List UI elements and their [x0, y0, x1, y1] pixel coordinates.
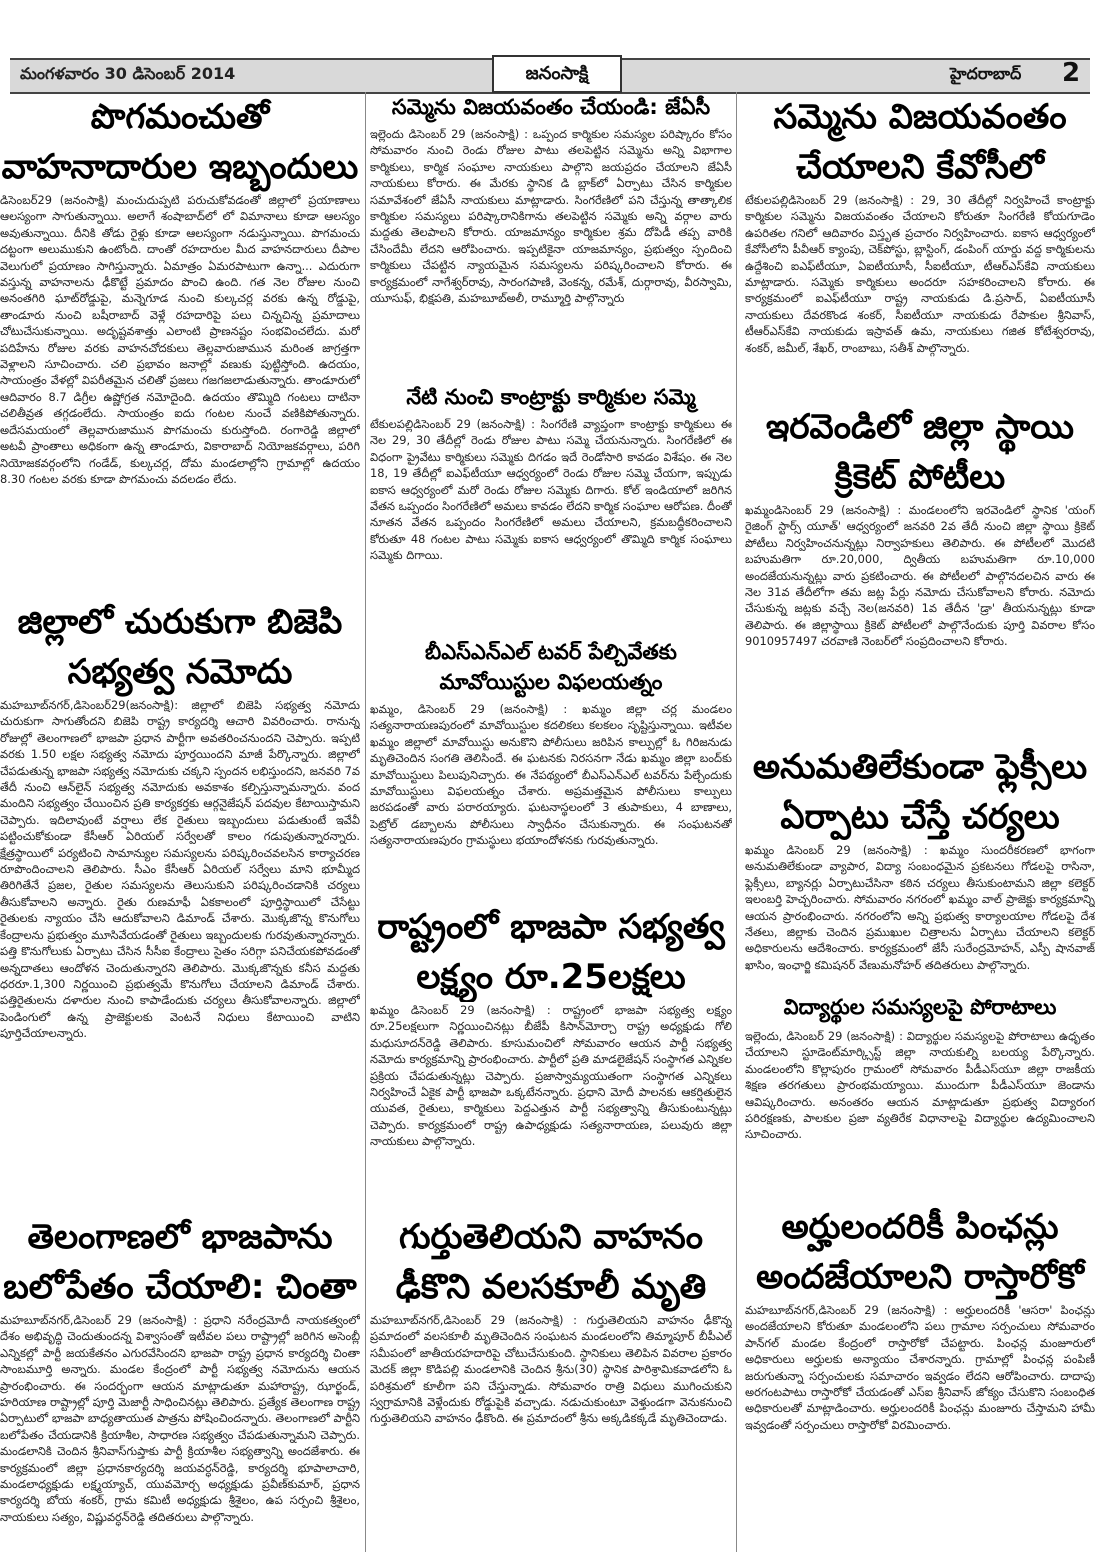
article-bjp-telangana — [0, 1212, 360, 1547]
headline: రాష్ట్రంలో భాజపా సభ్యత్వ లక్ష్యం రూ.25లక్షలు — [377, 907, 725, 997]
page-number: 2 — [1062, 58, 1081, 88]
headline: గుర్తుతెలియని వాహనం ఢీకొని వలసకూలీ మృతి — [395, 1217, 707, 1307]
headline: నేటి నుంచి కాంట్రాక్టు కార్మికుల సమ్మె — [406, 385, 696, 409]
headline: సమ్మెను విజయవంతం చేయండి: జేఏసీ — [391, 95, 711, 119]
article-body: ఖమ్మండిసెంబర్ 29 (జనంసాక్షి) : మండలంలోని ఇరవెండిలో స్థానిక 'యంగ్ రైజింగ్ స్టార్స్ యూత్' ఆధ్వర్యంలో జనవరి 2వ తేదీ నుంచి జిల్లా స్థాయి క్రికెట్ పోటీలు నిర్వహించనున్నట్లు నిర్వాహకులు తెలిపారు. ఈ పోటీలలో మొదటి బహుమతిగా రూ.20,000, ద్వితీయ బహుమతిగా రూ.10,000 అందజేయనున్నట్లు వారు ప్రకటించారు. ఈ పోటీలలో పాల్గొనదలచిన వారు ఈ నెల 31వ తేదీలోగా తమ జట్ల పేర్లు నమోదు చేసుకోవాలని కోరారు. నమోదు చేసుకున్న జట్లకు వచ్చే నెల(జనవరి) 1వ తేదీన 'డ్రా' తీయనున్నట్లు కూడా తెలిపారు. ఈ జిల్లాస్థాయి క్రికెట్ పోటీలలో పాల్గొనేందుకు పూర్తి వివరాల కోసం 9010957497 చరవాణి నెంబర్‌లో సంప్రదించాలని కోరారు. — [745, 503, 1095, 649]
article-body: మహబూబ్‌నగర్,డిసెంబర్ 29 (జనంసాక్షి) : గుర్తుతెలియని వాహనం ఢీకొన్న ప్రమాదంలో వలసకూలీ మృతిచెందిన సంఘటన మండలంలోని తిమ్మాపూర్ బీపీఎల్ సమీపంలో జాతీయరహదారిపై చోటుచేసుకుంది. స్థానికులు తెలిపిన వివరాల ప్రకారం మెదక్ జిల్లా కొడిపల్లి మండలానికి చెందిన శ్రీను(30) స్థానిక పారిశ్రామికవాడలోని ఓ పరిశ్రమలో కూలీగా పని చేస్తున్నాడు. సోమవారం రాత్రి విధులు ముగించుకుని స్వగ్రామానికి వెళ్లేందుకు రోడ్డుపైకి వచ్చాడు. నడుచుకుంటూ వెళ్తుండగా వెనుకనుంచి గుర్తుతెలియని వాహనం ఢీకొంది. ఈ ప్రమాదంలో శ్రీను అక్కడికక్కడే మృతిచెందాడు. — [370, 1313, 732, 1426]
article-students — [745, 992, 1095, 1192]
article-strike-kvosi — [745, 92, 1095, 392]
headline: సమ్మెను విజయవంతం చేయాలని కేవోసీలో — [773, 97, 1067, 187]
headline: విద్యార్థుల సమస్యలపై పోరాటాలు — [783, 995, 1057, 1019]
article-body: టేకులపల్లిడిసెంబర్ 29 (జనంసాక్షి) : సింగరేణి వ్యాప్తంగా కాంట్రాక్టు కార్మికులు ఈ నెల 29, 30 తేదీల్లో రెండు రోజుల పాటు సమ్మె చేయనున్నారు. సింగరేణిలో ఈ విధంగా ప్రైవేటు కార్మికులు సమ్మెకు దిగడం ఇదే రెండోసారి కావడం విశేషం. ఈ నెల 18, 19 తేదీల్లో ఐఎఫ్‌టీయూ ఆధ్వర్యంలో రెండు రోజుల సమ్మె చేయగా, ఇప్పుడు ఐకాస ఆధ్వర్యంలో మరో రెండు రోజుల సమ్మెకు దిగారు. కోల్ ఇండియాలో జరిగిన వేతన ఒప్పందం సింగరేణిలో అమలు కావడం లేదని కార్మిక సంఘాల ఆరోపణ. దీంతో నూతన వేతన ఒప్పందం సింగరేణిలో అమలు చేయాలని, క్రమబద్ధీకరించాలని కోరుతూ 48 గంటల పాటు సమ్మెకు ఐకాస ఆధ్వర్యంలో తొమ్మిది కార్మిక సంఘాలు సమ్మెకు దిగాయి. — [370, 417, 732, 563]
article-body: డిసెంబర్29 (జనంసాక్షి) మంచుదుప్పటి పరుచుకోవడంతో జిల్లాలో ప్రయాణాలు ఆలస్యంగా సాగుతున్నాయి. అలాగే శంషాబాద్‌లో లో విమానాలు కూడా ఆలస్యం అవుతున్నాయి. దీనికి తోడు రైళ్లు కూడా ఆలస్యంగా నడుస్తున్నాయి. పొగమంచు దట్టంగా అలుముకుని ఉంటోంది. దాంతో రహదారుల మీద వాహనదారులు దీపాల వెలుగులో ప్రయాణం సాగిస్తున్నారు. ఏమాత్రం ఏమరపాటుగా ఉన్నా... ఎదురుగా వస్తున్న వాహనాలను ఢీకొట్టే ప్రమాదం పొంచి ఉంది. గత నెల రోజుల నుంచి అనంతగిరి ఘాట్‌రోడ్డుపై, మన్నెగూడ నుంచి కుల్కచర్ల వరకు ఉన్న రోడ్డుపై, తాండూరు నుంచి బషీరాబాద్ వెళ్లే రహదారిపై పలు చిన్నచిన్న ప్రమాదాలు చోటుచేసుకున్నాయి. అదృష్టవశాత్తు ఎలాంటి ప్రాణనష్టం సంభవించలేదు. మరో పదిహేను రోజుల వరకు వాహనచోదకులు తెల్లవారుజామున మరింత జాగ్రత్తగా వెళ్లాలని సూచించారు. చలి ప్రభావం జనాల్లో వణుకు పుట్టిస్తోంది. ఉదయం, సాయంత్రం వేళల్లో విపరీతమైన చలితో ప్రజలు గజగజలాడుతున్నారు. తాండూరులో ఆదివారం 8.7 డిగ్రీల ఉష్ణోగ్రత నమోదైంది. ఉదయం తొమ్మిది గంటలు దాటినా చలితీవ్రత తగ్గడంలేదు. సాయంత్రం ఐదు గంటల నుంచే వణికిపోతున్నారు. అదేసమయంలో తెల్లవారుజామున పొగమంచు కురుస్తోంది. రంగారెడ్డి జిల్లాలో అటవీ ప్రాంతాలు అధికంగా ఉన్న తాండూరు, వికారాబాద్ నియోజకవర్గాలు, పరిగి నియోజకవర్గంలోని గండేడ్, కుల్కచర్ల, దోమ మండలాల్లోని గ్రామాల్లో ఉదయం 8.30 గంటల వరకు కూడా పొగమంచు వదలడం లేదు. — [0, 193, 360, 486]
masthead — [0, 0, 1100, 100]
newspaper-logo: జనంసాక్షి — [492, 55, 622, 93]
article-flexi — [745, 742, 1095, 1022]
article-fog — [0, 92, 360, 587]
article-strike-jac — [370, 92, 732, 372]
edition-city: హైదరాబాద్ — [950, 64, 1022, 83]
article-contract-strike — [370, 382, 732, 626]
article-body: మహబూబ్‌నగర్,డిసెంబర్ 29 (జనంసాక్షి) : ప్రధాని నరేంద్రమోదీ నాయకత్వంలో దేశం అభివృద్ధి చెందుతుందన్న విశ్వాసంతో ఇటీవల పలు రాష్ట్రాల్లో జరిగిన అసెంబ్లీ ఎన్నికల్లో పార్టీ జయకేతనం ఎగురవేసిందని భాజపా రాష్ట్ర ప్రధాన కార్యదర్శి చింతా సాంబమూర్తి అన్నారు. మండల కేంద్రంలో పార్టీ సభ్యత్వ నమోదును ఆయన ప్రారంభించారు. ఈ సందర్భంగా ఆయన మాట్లాడుతూ మహారాష్ట్ర, ఝార్ఖండ్, హరియాణ రాష్ట్రాల్లో పూర్తి మెజార్టీ సాధించినట్లు తెలిపారు. ప్రత్యేక తెలంగాణ రాష్ట్ర ఏర్పాటులో భాజపా బాధ్యతాయుత పాత్రను పోషించిందన్నారు. తెలంగాణలో పార్టీని బలోపేతం చేయడానికి క్రియాశీల, సాధారణ సభ్యత్వం చేపడుతున్నామని చెప్పారు. మండలానికి చెందిన శ్రీనివాస్‌గుప్తాకు పార్టీ క్రియాశీల సభ్యత్వాన్ని అందజేశారు. ఈ కార్యక్రమంలో జిల్లా ప్రధానకార్యదర్శి జయవర్ధన్‌రెడ్డి, కార్యదర్శి భూపాలాచారి, మండలాధ్యక్షుడు లక్ష్మయ్యాచ్, యువమోర్చ అధ్యక్షుడు ప్రవీణ్‌కుమార్, ప్రధాన కార్యదర్శి బోయ శంకర్, గ్రామ కమిటీ అధ్యక్షుడు శ్రీశైలం, ఉప సర్పంచి శ్రీశైలం, నాయకులు సత్యం, విష్ణువర్ధన్‌రెడ్డి తదితరులు పాల్గొన్నారు. — [0, 1313, 360, 1524]
headline: బీఎస్‌ఎన్‌ఎల్ టవర్ పేల్చివేతకు మావోయిస్టుల విఫలయత్నం — [425, 640, 677, 694]
article-body: ఖమ్మం డిసెంబర్ 29 (జనంసాక్షి) : ఖమ్మం సుందరీకరణలో భాగంగా అనుమతిలేకుండా వ్యాపార, విద్యా సంబంధమైన ప్రకటనలు గోడలపై రాసినా, ఫ్లెక్సీలు, బ్యానర్లు ఏర్పాటుచేసినా కఠిన చర్యలు తీసుకుంటామని జిల్లా కలెక్టర్ ఇలంబర్తి హెచ్చరించారు. సోమవారం నగరంలో ఖమ్మం వాల్ ప్రాజెక్టు కార్యక్రమాన్ని ఆయన ప్రారంభించారు. నగరంలోని అన్ని ప్రభుత్వ కార్యాలయాల గోడలపై దేశ నేతలు, జిల్లాకు చెందిన ప్రముఖుల చిత్రాలను ఏర్పాటు చేయాలని కలెక్టర్ అధికారులను ఆదేశించారు. కార్యక్రమంలో జేసీ సురేంద్రమోహన్, ఎస్పీ షానవాజ్ ఖాసిం, ఇంఛార్జి కమిషనర్ వేణుమనోహర్ తదితరులు పాల్గొన్నారు. — [745, 843, 1095, 972]
article-body: మహబూబ్‌నగర్,డిసెంబర్29(జనంసాక్షి): జిల్లాలో బిజెపి సభ్యత్వ నమోదు చురుకుగా సాగుతోందని బిజెపి రాష్ట్ర కార్యదర్శి ఆచారి వివరించారు. రానున్న రోజుల్లో తెలంగాణలో భాజపా ప్రధాన పార్టీగా అవతరించనుందని చెప్పారు. ఇప్పటి వరకు 1.50 లక్షల సభ్యత్వ నమోదు పూర్తయిందని మాజీ పేర్కొన్నారు. జిల్లాలో చేపడుతున్న భాజపా సభ్యత్వ నమోదుకు చక్కని స్పందన లభిస్తుందని, జనవరి 7వ తేదీ నుంచి ఆన్‌లైన్ సభ్యత్వ నమోదుకు అవకాశం కల్పిస్తున్నామన్నారు. వంద మందిని సభ్యత్వం చేయించిన ప్రతి కార్యకర్తకు ఆర్గనైజేషన్ పదవుల కేటాయిస్తామని చెప్పారు. ఇదిలావుంటే వర్షాలు లేక రైతులు ఇబ్బందులు పడుతుంటే ఇవేవీ పట్టించుకోకుండా కేసీఆర్ ఏరియల్ సర్వేలతో కాలం గడుపుతున్నారన్నారు. క్షేత్రస్థాయిలో పర్యటించి సామాన్యుల సమస్యలను పరిష్కరించవలసిన కార్యాచరణ రూపొందించాలని తెలిపారు. సీఎం కేసీఆర్ ఏరియల్ సర్వేలు మాని భూమ్మీద తిరిగితేనే ప్రజల, రైతుల సమస్యలను తెలుసుకుని పరిష్కరించడానికి చర్యలు తీసుకోవాలని అన్నారు. రైతు రుణమాఫీ ఏకకాలంలో పూర్తిస్థాయిలో చేసేట్టు రైతులకు న్యాయం చేసి ఆదుకోవాలని డిమాండ్ చేశారు. మొక్కజొన్న కొనుగోలు కేంద్రాలను ప్రభుత్వం మూసివేయడంతో రైతులు ఇబ్బందులకు గురవుతున్నారన్నారు. పత్తి కొనుగోలుకు ఏర్పాటు చేసిన సీసీఐ కేంద్రాలు సైతం సరిగ్గా పనిచేయకపోవడంతో అన్నదాతలు ఆందోళన చెందుతున్నారని తెలిపారు. మొక్కజొన్నకు కనీస మద్దతు ధరరూ.1,300 నిర్ణయించి ప్రభుత్వమే కొనుగోలు చేయాలని డిమాండ్ చేశారు. పత్తిరైతులను దళారుల నుంచి కాపాడేందుకు చర్యలు తీసుకోవాలన్నారు. జిల్లాలో పెండింగులో ఉన్న ప్రాజెక్టులకు వెంటనే నిధులు కేటాయించి వాటిని పూర్తిచేయాలన్నారు. — [0, 698, 360, 1041]
article-pension — [745, 1202, 1095, 1547]
headline: జిల్లాలో చురుకుగా బిజెపి సభ్యత్వ నమోదు — [17, 602, 343, 692]
article-cricket — [745, 402, 1095, 732]
article-accident — [370, 1212, 732, 1547]
headline: పొగమంచుతో వాహనాదారుల ఇబ్బందులు — [1, 97, 359, 187]
article-body: ఖమ్మం, డిసెంబర్ 29 (జనంసాక్షి) : ఖమ్మం జిల్లా చర్ల మండలం సత్యనారాయణపురంలో మావోయిస్టుల కదలికలు కలకలం సృష్టిస్తున్నాయి. ఇటీవల ఖమ్మం జిల్లాలో మావోయిస్టు అనుకొని పోలీసులు జరిపిన కాల్పుల్లో ఓ గిరిజనుడు మృతిచెందిన సంగతి తెలిసిందే. ఈ ఘటనకు నిరసనగా నేడు ఖమ్మం జిల్లా బంద్‌కు మావోయిస్టులు పిలుపునిచ్చారు. ఈ నేపథ్యంలో బీఎస్‌ఎన్‌ఎల్ టవర్‌ను పేల్చేందుకు మావోయిస్టులు విఫలయత్నం చేశారు. అప్రమత్తమైన పోలీసులు కాల్పులు జరపడంతో వారు పరారయ్యారు. ఘటనాస్థలంలో 3 తుపాకులు, 4 బాణాలు, పెట్రోల్ డబ్బాలను పోలీసులు స్వాధీనం చేసుకున్నారు. ఈ సంఘటనతో సత్యనారాయణపురం గ్రామస్థులు భయాందోళనకు గురవుతున్నారు. — [370, 702, 732, 848]
article-body: ఖమ్మం డిసెంబర్ 29 (జనంసాక్షి) : రాష్ట్రంలో భాజపా సభ్యత్వ లక్ష్యం రూ.25లక్షలుగా నిర్ణయించినట్లు బీజేపీ కిసాన్‌మోర్చా రాష్ట్ర అధ్యక్షుడు గోలి మధుసూదన్‌రెడ్డి తెలిపారు. కూసుమంచిలో సోమవారం ఆయన పార్టీ సభ్యత్వ నమోదు కార్యక్రమాన్ని ప్రారంభించారు. పార్టీలో ప్రతి మాడలైజేషన్ సంస్థాగత ఎన్నికల ప్రక్రియ చేపడుతున్నట్లు చెప్పారు. ప్రజాస్వామ్యయుతంగా సంస్థాగత ఎన్నికలు నిర్వహించే ఏకైక పార్టీ భాజపా ఒక్కటేనన్నారు. ప్రధాని మోదీ పాలనకు ఆకర్షితులైన యువత, రైతులు, కార్మికులు పెద్దఎత్తున పార్టీ సభ్యత్వాన్ని తీసుకుంటున్నట్లు చెప్పారు. కార్యక్రమంలో రాష్ట్ర ఉపాధ్యక్షుడు సత్యనారాయణ, పలువురు జిల్లా నాయకులు పాల్గొన్నారు. — [370, 1003, 732, 1149]
headline: ఇరవెండిలో జిల్లా స్థాయి క్రికెట్ పోటీలు — [765, 407, 1075, 497]
issue-date: మంగళవారం 30 డిసెంబర్ 2014 — [20, 64, 236, 83]
article-bsnl-tower — [370, 637, 732, 901]
headline: అర్హులందరికీ పింఛన్లు అందజేయాలని రాస్తారోకో — [756, 1207, 1084, 1297]
article-bjp-target — [370, 902, 732, 1202]
article-bjp-district — [0, 597, 360, 1252]
article-body: మహబూబ్‌నగర్,డిసెంబర్ 29 (జనంసాక్షి) : అర్హులందరికీ 'ఆసరా' పింఛన్లు అందజేయాలని కోరుతూ మండలంలోని పలు గ్రామాల సర్పంచులు సోమవారం పాన్‌గల్ మండల కేంద్రంలో రాస్తారోకో చేపట్టారు. పింఛన్ల మంజూరులో అధికారులు అర్హులకు అన్యాయం చేశారన్నారు. గ్రామాల్లో పింఛన్ల పంపిణీ జరుగుతున్నా సర్పంచులకు సమాచారం ఇవ్వడం లేదని ఆరోపించారు. దాదాపు అరగంటపాటు రాస్తారోకో చేయడంతో ఎస్‌ఐ శ్రీనివాస్ జోక్యం చేసుకొని సంబంధిత అధికారులతో మాట్లాడించారు. అర్హులందరికీ పింఛన్లు మంజూరు చేస్తామని హామీ ఇవ్వడంతో సర్పంచులు రాస్తారోకో విరమించారు. — [745, 1303, 1095, 1432]
column-middle — [365, 92, 737, 1552]
article-body: టేకులపల్లిడిసెంబర్ 29 (జనంసాక్షి) : 29, 30 తేదీల్లో నిర్వహించే కాంట్రాక్టు కార్మికుల సమ్మెను విజయవంతం చేయాలని కోరుతూ సింగరేణి కోయగూడెం ఉపరితల గనిలో ఆదివారం విస్తృత ప్రచారం నిర్వహించారు. ఐకాస ఆధ్వర్యంలో కేవోసీలోని పీవీఆర్ క్యాంపు, చెక్‌పోస్టు, బ్లాస్టింగ్, డంపింగ్ యార్డు వద్ద కార్మికులను ఉద్దేశించి ఐఎఫ్‌టీయూ, ఏఐటీయూసీ, సీఐటీయూ, టీఆర్‌ఎస్‌కేవి నాయకులు మాట్లాడారు. సమ్మెకు కార్మికులు అందరూ సహకరించాలని కోరారు. ఈ కార్యక్రమంలో ఐఎఫ్‌టీయూ రాష్ట్ర నాయకుడు డి.ప్రసాద్, ఏఐటీయూసీ నాయకులు దేవరకొండ శంకర్, సీఐటీయూ నాయకుడు రేపాకుల శ్రీనివాస్, టీఆర్‌ఎస్‌కేవి నాయకుడు ఇస్రావత్ ఉమ, నాయకులు గజిత కోటేశ్వరరావు, శంకర్, జమీల్, శేఖర్, రాంబాబు, సతీశ్ పాల్గొన్నారు. — [745, 193, 1095, 355]
headline: తెలంగాణలో భాజపాను బలోపేతం చేయాలి: చింతా — [3, 1217, 357, 1307]
article-body: ఇల్లెందు డిసెంబర్ 29 (జనంసాక్షి) : ఒప్పంద కార్మికుల సమస్యల పరిష్కారం కోసం సోమవారం నుంచి రెండు రోజుల పాటు తలపెట్టిన సమ్మెను అన్ని విభాగాల కార్మికులు, కార్మిక సంఘాల నాయకులు పాల్గొని జయప్రదం చేయాలని జేఏసీ నాయకులు కోరారు. ఈ మేరకు స్థానిక డి బ్లాక్‌లో ఏర్పాటు చేసిన కార్మికుల సమావేశంలో జేఏసీ నాయకులు మాట్లాడారు. సింగరేణిలో పని చేస్తున్న తాత్కాలిక కార్మికుల సమస్యలు పరిష్కారానికిగాను తలపెట్టిన సమ్మెకు అన్ని వర్గాల వారు మద్దతు తెలపాలని కోరారు. యాజమాన్యం కార్మికుల శ్రమ దోపిడీ తప్ప వారికి చేసిందేమీ లేదని ఆరోపించారు. ఇప్పటికైనా యాజమాన్యం, ప్రభుత్వం స్పందించి కార్మికులు చేపట్టిన న్యాయమైన సమస్యలను పరిష్కరించాలని కోరారు. ఈ కార్యక్రమంలో నాగేశ్వర్‌రావు, సారంగపాణి, వెంకన్న, రమేశ్, దుర్గారావు, వీరస్వామి, యూసుఫ్, భిక్షపతి, మహబూబ్‌అలీ, రామ్మూర్తి పాల్గొన్నారు — [370, 127, 732, 306]
headline: అనుమతిలేకుండా ఫ్లెక్సీలు ఏర్పాటు చేస్తే చర్యలు — [752, 747, 1088, 837]
article-body: ఇల్లెందు, డిసెంబర్ 29 (జనంసాక్షి) : విద్యార్థుల సమస్యలపై పోరాటాలు ఉధృతం చేయాలని స్టూడెంట్‌మార్క్సిస్ట్ జిల్లా నాయకుల్ని బలయ్య పేర్కొన్నారు. మండలంలోని కొల్లాపురం గ్రామంలో సోమవారం పీడీఎస్‌యూ జిల్లా రాజకీయ శిక్షణ తరగతులు ప్రారంభమయ్యాయి. ముందుగా పీడీఎస్‌యూ జెండాను ఆవిష్కరించారు. అనంతరం ఆయన మాట్లాడుతూ ప్రభుత్వ విద్యారంగ పరిరక్షణకు, పాలకుల ప్రజా వ్యతిరేక విధానాలపై విద్యార్థుల ఉద్యమించాలని సూచించారు. — [745, 1029, 1095, 1142]
